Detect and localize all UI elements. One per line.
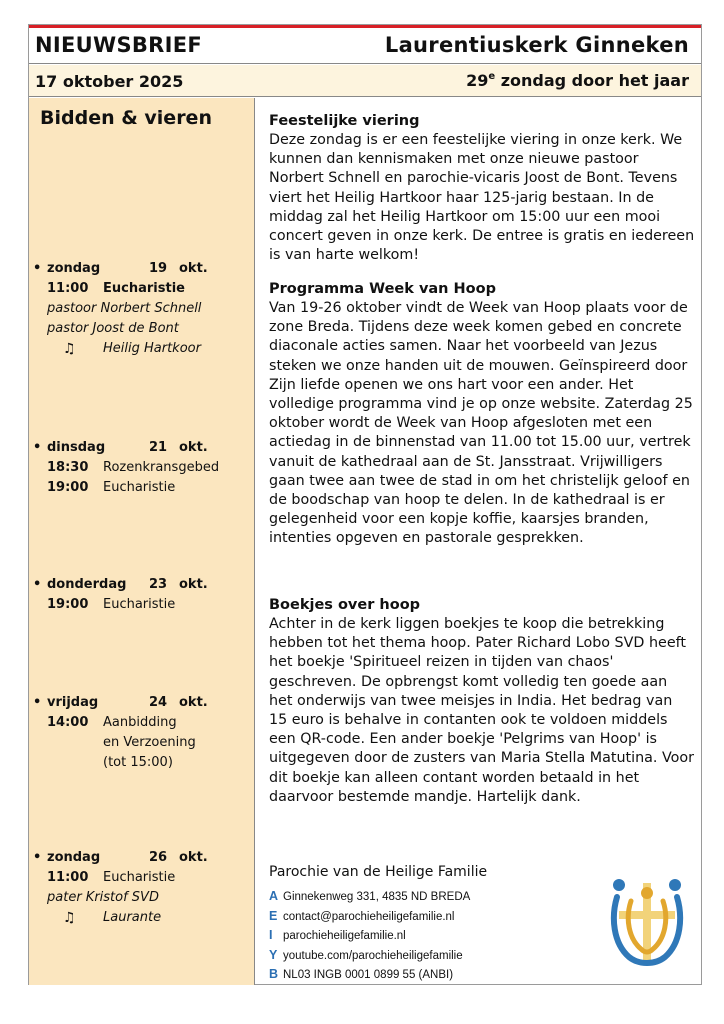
entry-description: Eucharistie	[103, 281, 185, 296]
article	[269, 280, 695, 549]
entry-time: 19:00	[47, 597, 89, 612]
entry-description: Aanbidding	[103, 715, 177, 730]
entry-description: Rozenkransgebed	[103, 460, 220, 475]
entry-day-line	[33, 575, 251, 595]
entry-celebrant-row	[33, 299, 251, 319]
article	[269, 112, 695, 265]
article-body: Achter in de kerk liggen boekjes te koop die betrekking hebben tot het thema hoop. Pater Richard Lobo SVD heeft het boekje 'Spiritueel reizen in tijden van chaos' geschreven. De opbrengst komt volledig ten goede aan het onderwijs van twee meisjes in India. Het bedrag van 15 euro is behalve in contanten ook te voldoen middels een QR-code. Een ander boekje 'Pelgrims van Hoop' is uitgegeven door de zusters van Maria Stella Matutina. Voor dit boekje kan alleen contant worden betaald in het daarvoor bestemde mandje. Hartelijk dank.	[269, 616, 695, 805]
entry-month: okt.	[179, 261, 208, 276]
entry-month: okt.	[179, 695, 208, 710]
entry-service-row	[33, 478, 251, 498]
agenda-entry	[33, 848, 251, 928]
entry-day-number: 21	[149, 440, 168, 455]
entry-month: okt.	[179, 577, 208, 592]
article	[269, 596, 695, 807]
entry-day-line	[33, 259, 251, 279]
church-name: Laurentiuskerk Ginneken	[384, 33, 689, 57]
youtube-link[interactable]: youtube.com/parochieheiligefamilie	[283, 949, 463, 962]
bullet-icon: •	[33, 440, 42, 455]
address-letter: A	[269, 889, 279, 903]
bullet-icon: •	[33, 695, 42, 710]
entry-description: en Verzoening	[103, 735, 196, 750]
newsletter-page	[28, 24, 702, 985]
entry-time: 11:00	[47, 281, 89, 296]
logo-head-center	[641, 887, 653, 899]
newsletter-header	[29, 28, 701, 64]
bullet-icon: •	[33, 261, 42, 276]
agenda-entry	[33, 575, 251, 615]
entry-description: Eucharistie	[103, 480, 176, 495]
parish-name: Parochie van de Heilige Familie	[269, 864, 488, 880]
entry-choir-row	[33, 339, 251, 359]
entry-day: vrijdag	[47, 695, 99, 710]
email-letter: E	[269, 908, 278, 923]
entry-service-row	[33, 458, 251, 478]
sunday-ordinal-suffix: e	[488, 70, 496, 82]
entry-day: donderdag	[47, 577, 127, 592]
music-note-icon: ♫	[63, 341, 76, 357]
entry-service-row	[33, 713, 251, 733]
entry-day-number: 26	[149, 850, 168, 865]
entry-service-row	[33, 595, 251, 615]
article-body: Van 19-26 oktober vindt de Week van Hoop plaats voor de zone Breda. Tijdens deze week komen gebed en concrete diaconale acties samen. Naar het voorbeeld van Jezus steken we onze handen uit de mouwen. Geïnspireerd door Zijn liefde openen we ons hart voor een ander. Het volledige programma vind je op onze website. Zaterdag 25 oktober wordt de Week van Hoop afgesloten met een actiedag in de binnenstad van 11.00 tot 15.00 uur, vertrek vanuit de kathedraal aan de St. Jansstraat. Vrijwilligers gaan twee aan twee de stad in om het christelijk geloof en de boodschap van hoop te delen. In de kathedraal is er gelegenheid voor een kopje koffie, kaarsjes branden, intenties opgeven en pastorale gesprekken.	[269, 300, 693, 547]
entry-day-line	[33, 438, 251, 458]
entry-day-number: 19	[149, 261, 168, 276]
heilige-familie-logo-icon	[609, 873, 685, 969]
email-link[interactable]: contact@parochieheiligefamilie.nl	[283, 910, 455, 923]
entry-day-line	[33, 693, 251, 713]
sunday-number: 29	[466, 71, 489, 90]
agenda-entry	[33, 438, 251, 498]
entry-celebrant-row	[33, 888, 251, 908]
entry-celebrant: pastor Joost de Bont	[47, 321, 179, 336]
article-title: Boekjes over hoop	[269, 597, 421, 613]
address-text: Ginnekenweg 331, 4835 ND BREDA	[283, 891, 471, 903]
article-title: Feestelijke viering	[269, 113, 420, 129]
entry-day-number: 23	[149, 577, 168, 592]
sunday-text: zondag door het jaar	[495, 71, 689, 90]
date-band	[29, 65, 701, 97]
entry-day-number: 24	[149, 695, 168, 710]
entry-day: zondag	[47, 850, 101, 865]
entry-description: (tot 15:00)	[103, 755, 173, 770]
entry-time: 11:00	[47, 870, 89, 885]
music-note-icon: ♫	[63, 910, 76, 926]
logo-head-right	[669, 879, 681, 891]
entry-description: Eucharistie	[103, 870, 176, 885]
entry-celebrant-row	[33, 319, 251, 339]
entry-celebrant: pastoor Norbert Schnell	[47, 301, 202, 316]
newsletter-title: NIEUWSBRIEF	[35, 33, 203, 57]
logo-head-left	[613, 879, 625, 891]
bank-letter: B	[269, 967, 279, 981]
entry-description: Eucharistie	[103, 597, 176, 612]
website-letter: I	[269, 928, 273, 942]
entry-description-row	[33, 753, 251, 773]
article-title: Programma Week van Hoop	[269, 281, 496, 297]
entry-choir-row	[33, 908, 251, 928]
agenda-entry	[33, 693, 251, 773]
agenda-title: Bidden & vieren	[40, 107, 212, 129]
entry-day-line	[33, 848, 251, 868]
entry-service-row	[33, 868, 251, 888]
entry-choir: Laurante	[103, 910, 162, 925]
entry-celebrant: pater Kristof SVD	[47, 890, 159, 905]
bullet-icon: •	[33, 577, 42, 592]
entry-choir: Heilig Hartkoor	[103, 341, 201, 356]
issue-date: 17 oktober 2025	[35, 72, 184, 91]
entry-day: zondag	[47, 261, 101, 276]
entry-description-row	[33, 733, 251, 753]
article-body: Deze zondag is er een feestelijke viering in onze kerk. We kunnen dan kennismaken met onze nieuwe pastoor Norbert Schnell en parochie-vicaris Joost de Bont. Tevens viert het Heilig Hartkoor haar 125-jarig bestaan. In de middag zal het Heilig Hartkoor om 15:00 uur een mooi concert geven in onze kerk. De entree is gratis en iedereen is van harte welkom!	[269, 132, 695, 264]
entry-day: dinsdag	[47, 440, 106, 455]
liturgical-sunday	[466, 71, 689, 90]
agenda-sidebar	[29, 98, 255, 985]
bank-account: NL03 INGB 0001 0899 55 (ANBI)	[283, 969, 454, 981]
website-link[interactable]: parochieheiligefamilie.nl	[283, 930, 406, 942]
youtube-letter: Y	[269, 947, 278, 962]
entry-month: okt.	[179, 440, 208, 455]
entry-time: 14:00	[47, 715, 89, 730]
bullet-icon: •	[33, 850, 42, 865]
agenda-entry	[33, 259, 251, 359]
entry-service-row	[33, 279, 251, 299]
entry-month: okt.	[179, 850, 208, 865]
entry-time: 18:30	[47, 460, 89, 475]
entry-time: 19:00	[47, 480, 89, 495]
